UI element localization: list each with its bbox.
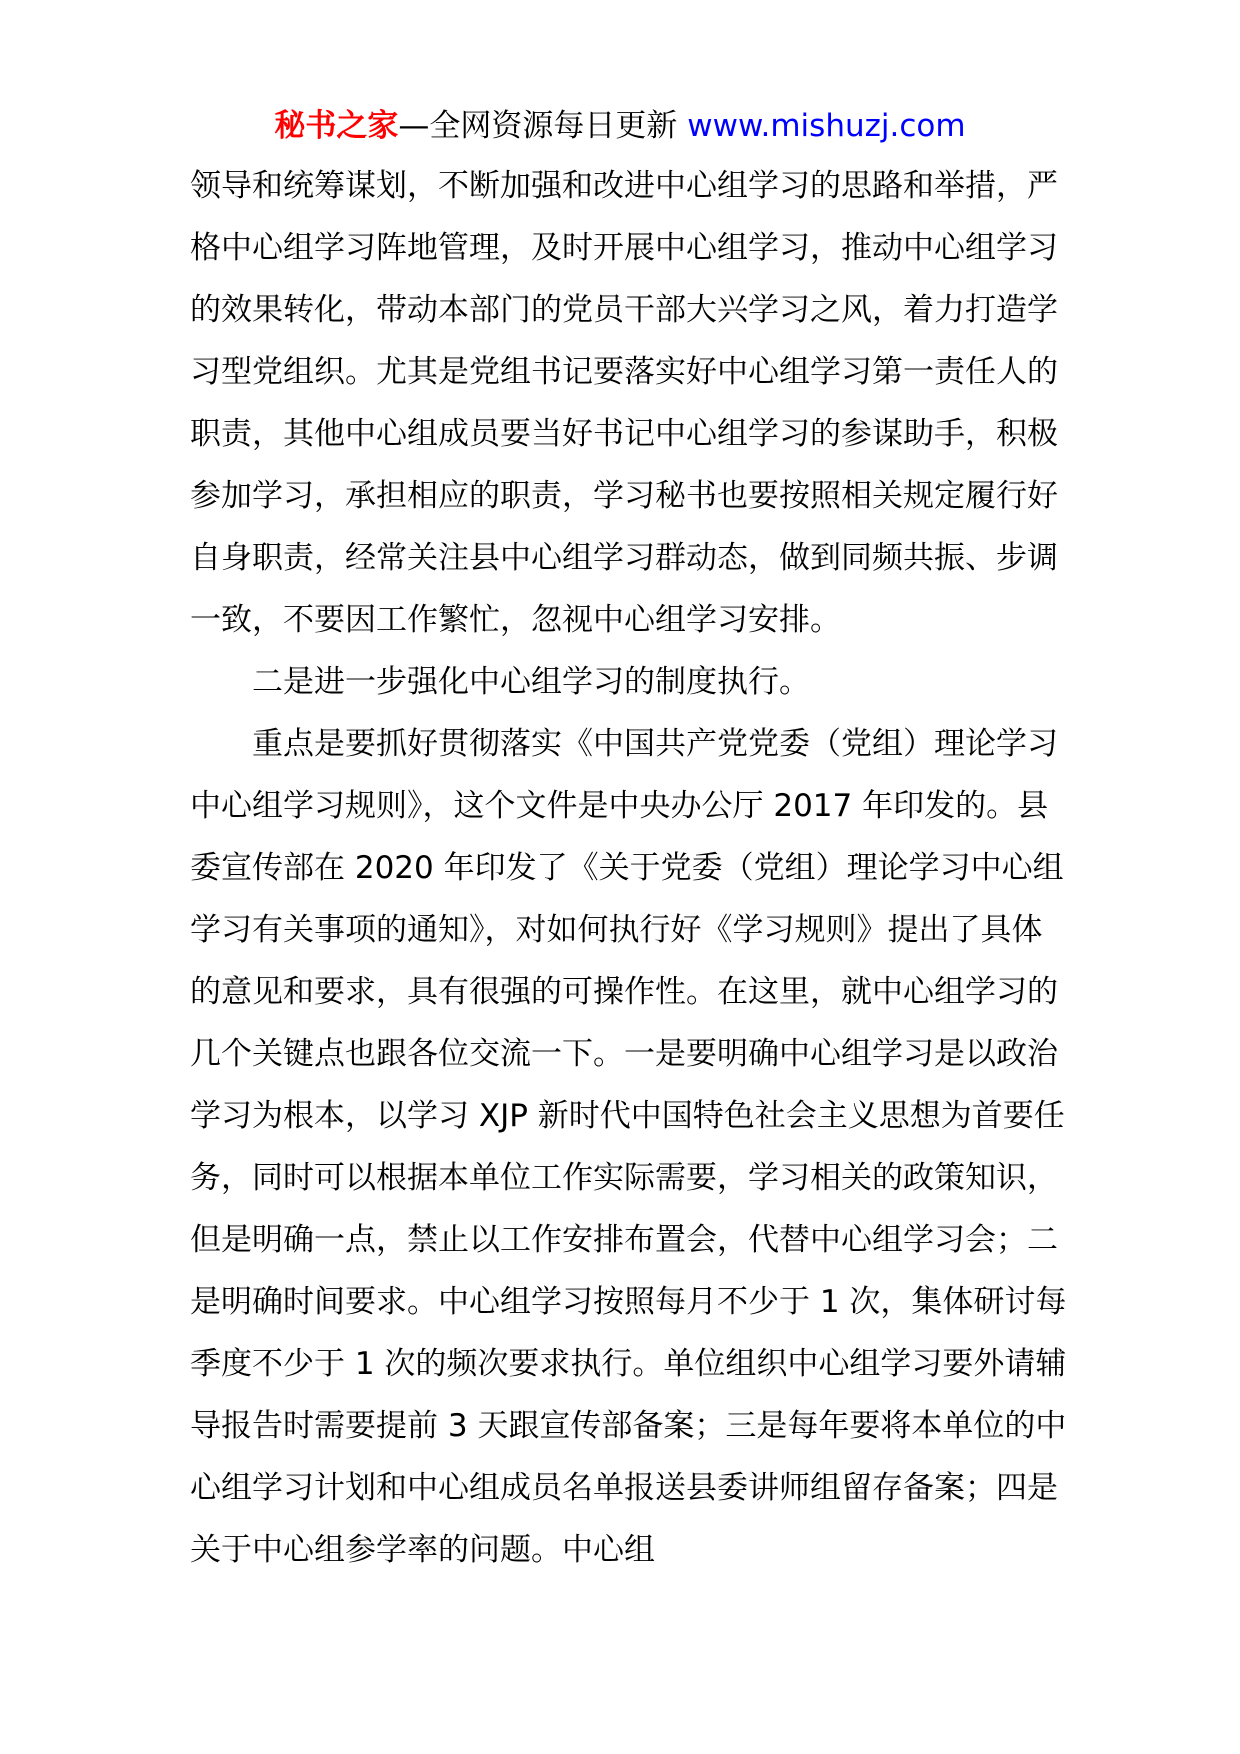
- page-header: [0, 104, 1240, 148]
- paragraph-rules: 重点是要抓好贯彻落实《中国共产党党委（党组）理论学习中心组学习规则》，这个文件是中央办公厅 2017 年印发的。县委宣传部在 2020 年印发了《关于党委（党组）理论学习中心组学习有关事项的通知》，对如何执行好《学习规则》提出了具体的意见和要求，具有很强的可操作性。在这里，就中心组学习的几个关键点也跟各位交流一下。一是要明确中心组学习是以政治学习为根本，以学习 XJP 新时代中国特色社会主义思想为首要任务，同时可以根据本单位工作实际需要，学习相关的政策知识，但是明确一点，禁止以工作安排布置会，代替中心组学习会；二是明确时间要求。中心组学习按照每月不少于 1 次，集体研讨每季度不少于 1 次的频次要求执行。单位组织中心组学习要外请辅导报告时需要提前 3 天跟宣传部备案；三是每年要将本单位的中心组学习计划和中心组成员名单报送县委讲师组留存备案；四是关于中心组参学率的问题。中心组: [190, 726, 1067, 1568]
- header-site-link[interactable]: www.mishuzj.com: [687, 108, 966, 144]
- paragraph-continuation: 领导和统筹谋划，不断加强和改进中心组学习的思路和举措，严格中心组学习阵地管理，及时开展中心组学习，推动中心组学习的效果转化，带动本部门的党员干部大兴学习之风，着力打造学习型党组织。尤其是党组书记要落实好中心组学习第一责任人的职责，其他中心组成员要当好书记中心组学习的参谋助手，积极参加学习，承担相应的职责，学习秘书也要按照相关规定履行好自身职责，经常关注县中心组学习群动态，做到同频共振、步调一致，不要因工作繁忙，忽视中心组学习安排。: [190, 168, 1058, 638]
- section-heading-two: 二是进一步强化中心组学习的制度执行。: [252, 664, 810, 700]
- header-brand: 秘书之家: [274, 108, 399, 144]
- header-slogan: —全网资源每日更新: [398, 108, 678, 144]
- document-body: [190, 155, 1070, 1581]
